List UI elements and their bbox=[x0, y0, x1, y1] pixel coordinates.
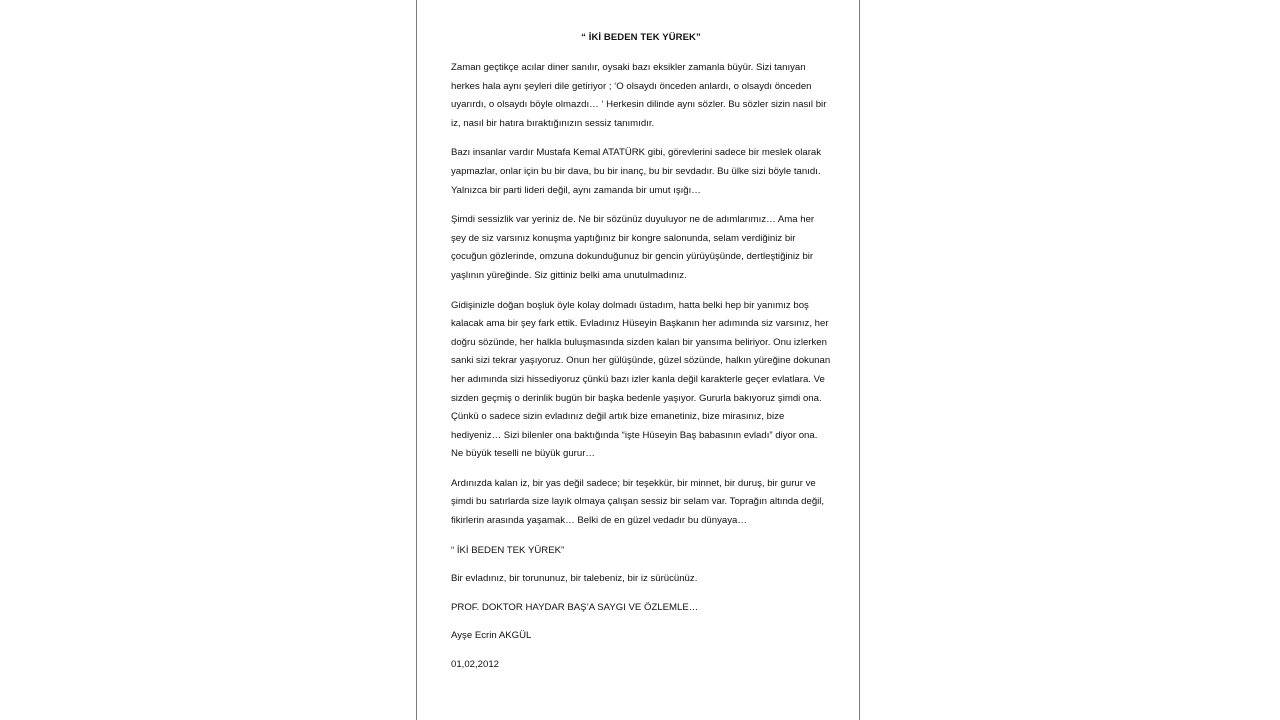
document-date: 01,02,2012 bbox=[451, 659, 500, 671]
paragraph-5: Ardınızda kalan iz, bir yas değil sadece; bir teşekkür, bir minnet, bir duruş, bir gurur ve şimdi bu satırlarda size layık olmaya çalışan sessiz bir selam var. Toprağın altında değil, fikirlerin arasında yaşamak… Belki de en güzel vedadır bu dünyaya… bbox=[451, 477, 825, 527]
document-title: “ İKİ BEDEN TEK YÜREK” bbox=[581, 32, 701, 43]
paragraph-2: Bazı insanlar vardır Mustafa Kemal ATATÜRK gibi, görevlerini sadece bir meslek olarak yapmazlar, onlar için bu bir dava, bu bir inanç, bu bir sevdadır. Bu ülke sizi böyle tanıdı. Yalnızca bir parti lideri değil, aynı zamanda bir umut ışığı… bbox=[451, 147, 822, 196]
paragraph-4: Gidişinizle doğan boşluk öyle kolay dolmadı üstadım, hatta belki hep bir yanımız boş kalacak ama bir şey fark ettik. Evladınız Hüseyin Başkanın her adımında siz varsınız, her doğru sözünde, her halkla buluşmasında sizden kalan bir yansıma beliriyor. Onu izlerken sanki sizi tekrar yaşıyoruz. Onun her gülüşünde, güzel sözünde, halkın yüreğine dokunan her adımında sizi hissediyoruz çünkü bazı izler kanla değil karakterle geçer evlatlara. Ve sizden geçmiş o derinlik bugün bir başka bedenle yaşıyor. Gururla bakıyoruz şimdi ona. Çünkü o sadece sizin evladınız değil artık bize emanetiniz, bize mirasınız, bize hediyeniz… Sizi bilenler ona baktığında “işte Hüseyin Baş babasının evladı” diyor ona. Ne büyük teselli ne büyük gurur… bbox=[451, 299, 831, 460]
paragraph-1: Zaman geçtikçe acılar diner sanılır, oysaki bazı eksikler zamanla büyür. Sizi tanıyan herkes hala aynı şeyleri dile getiriyor ; ‘O olsaydı önceden anlardı, o olsaydı önceden uyarırdı, o olsaydı böyle olmazdı… ‘ Herkesin dilinde aynı sözler. Bu sözler sizin nasıl bir iz, nasıl bir hatıra bıraktığınızın sessiz tanımıdır. bbox=[451, 62, 827, 129]
page-content bbox=[451, 31, 831, 685]
paragraph-3: Şimdi sessizlik var yeriniz de. Ne bir sözünüz duyuluyor ne de adımlarımız… Ama her şey de siz varsınız konuşma yaptığınız bir kongre salonunda, selam verdiğiniz bir çocuğun gözlerinde, omzuna dokunduğunuz bir gencin yürüyüşünde, dertleştiğiniz bir yaşlının yüreğinde. Siz gittiniz belki ama unutulmadınız. bbox=[451, 214, 815, 281]
author-name: Ayşe Ecrin AKGÜL bbox=[451, 630, 532, 642]
closing-title: “ İKİ BEDEN TEK YÜREK” bbox=[451, 544, 565, 556]
closing-line: Bir evladınız, bir torununuz, bir talebeniz, bir iz sürücünüz. bbox=[451, 573, 698, 585]
document-page bbox=[416, 0, 860, 720]
dedication: PROF. DOKTOR HAYDAR BAŞ’A SAYGI VE ÖZLEMLE… bbox=[451, 601, 699, 613]
